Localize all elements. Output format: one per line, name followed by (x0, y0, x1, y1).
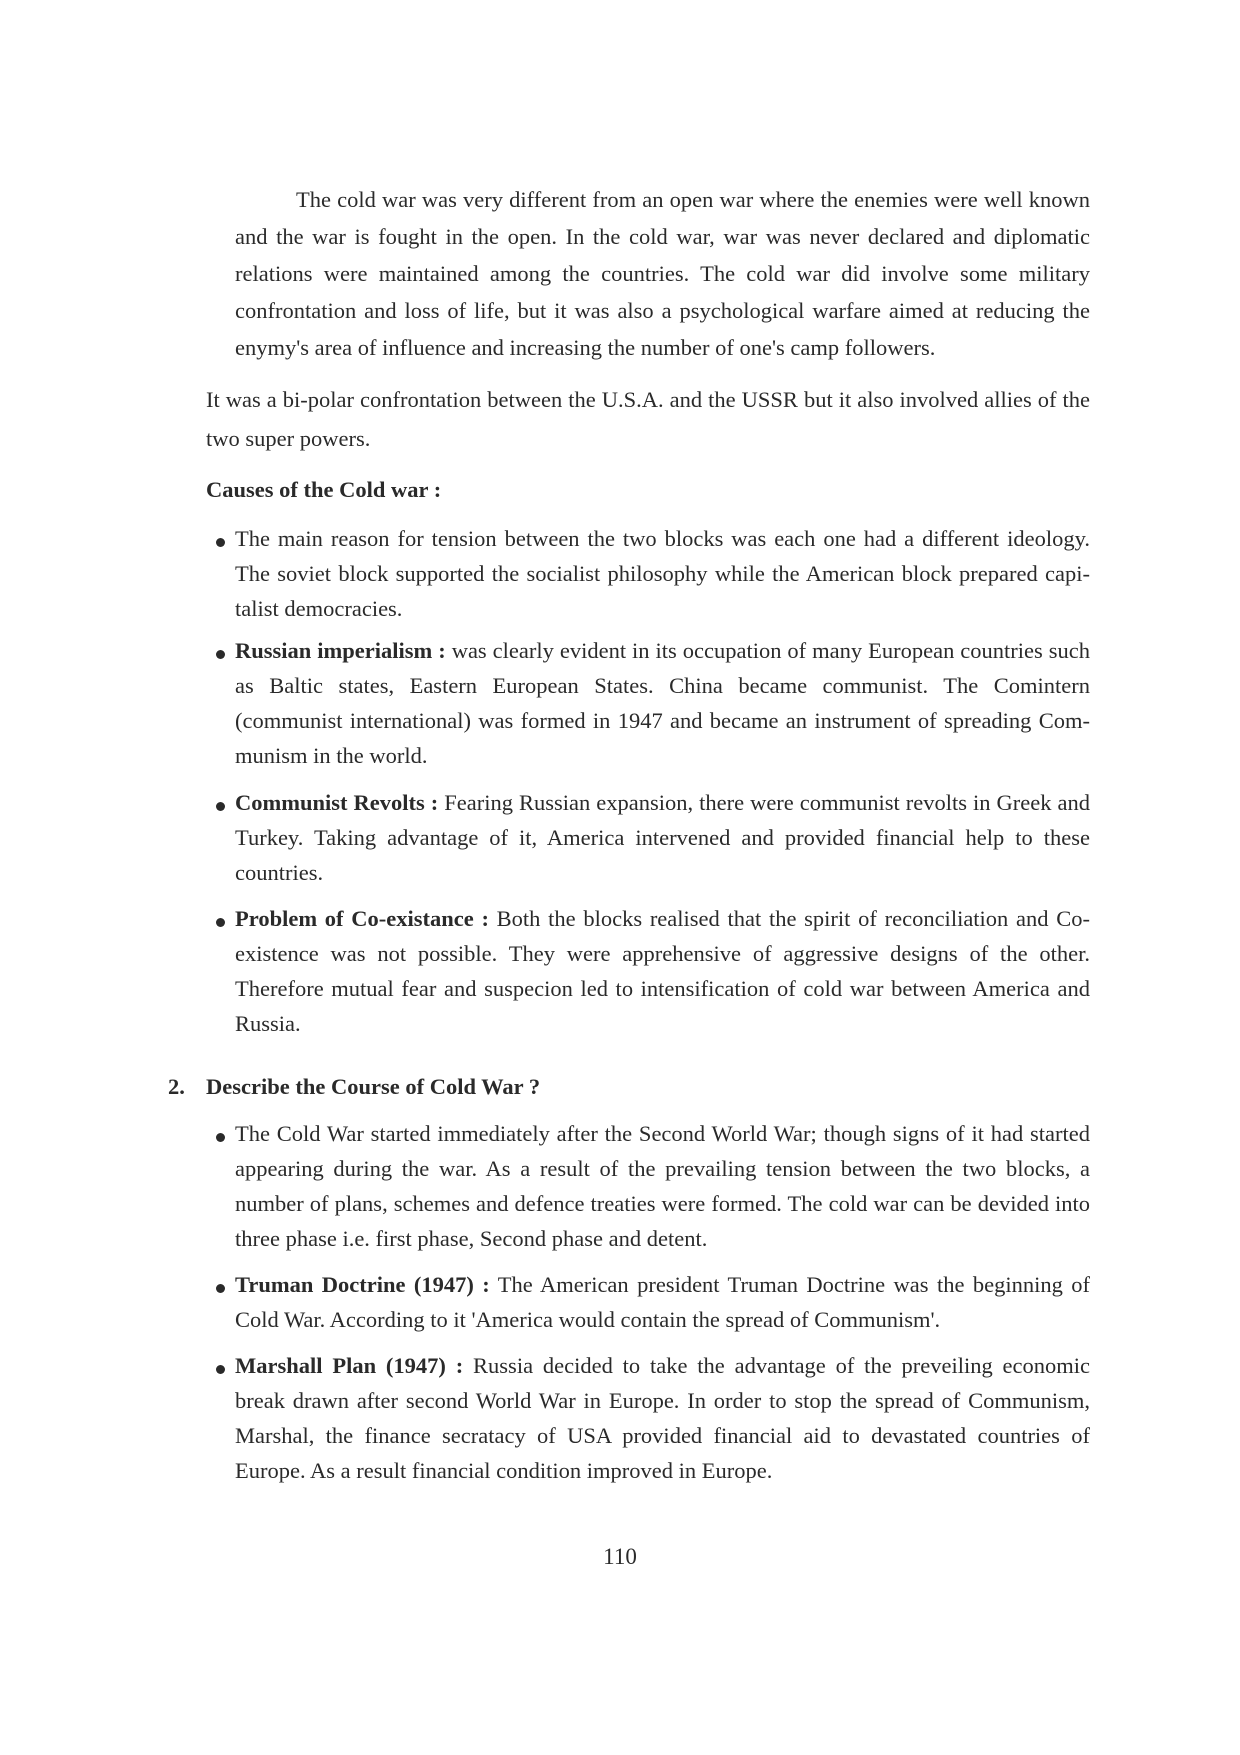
course-heading (168, 1071, 540, 1103)
bullet-icon (216, 538, 225, 547)
bullet-label: Russian imperialism : (235, 638, 446, 663)
bullet-text: The American president Truman Doctrine was the beginning of Cold War. According to it 'America would contain the spread of Communism'. (235, 1272, 1091, 1332)
bipolar-paragraph: It was a bi-polar confrontation between the U.S.A. and the USSR but it also involved allies of the two super powers. (206, 387, 1090, 451)
list-item (214, 1116, 1090, 1267)
bullet-icon (216, 1284, 225, 1293)
causes-heading: Causes of the Cold war : (206, 477, 442, 502)
list-item (214, 785, 1090, 901)
bullet-icon (216, 918, 225, 927)
bullet-label: Truman Doctrine (1947) : (235, 1272, 490, 1297)
bullet-text: The Cold War started immediately after the Second World War; though signs of it had started appearing during the war. As a result of the prevailing tension between the two blocks, a number of plans, schemes and defence treaties were formed. The cold war can be devided into three phase i.e. first phase, Second phase and detent. (235, 1121, 1090, 1251)
bullet-text: Both the blocks realised that the spirit of reconciliation and Co-existence was not possible. They were apprehensive of aggressive designs of the other. Therefore mutual fear and suspecion led to intensification of cold war between America and Russia. (235, 906, 1090, 1036)
intro-paragraph: The cold war was very different from an open war where the enemies were well known and the war is fought in the open. In the cold war, war was never declared and diplomatic relations were maintained among the countries. The cold war did involve some military confrontation and loss of life, but it was also a psychological warfare aimed at reducing the enymy's area of influence and increasing the number of one's camp followers. (235, 187, 1090, 360)
causes-list (214, 521, 1090, 1041)
bullet-icon (216, 650, 225, 659)
bullet-icon (216, 802, 225, 811)
list-item (214, 633, 1090, 785)
bullet-label: Problem of Co-existance : (235, 906, 489, 931)
bullet-text: Fearing Russian expansion, there were communist revolts in Greek and Turkey. Taking advantage of it, America intervened and provided financial help to these countries. (235, 790, 1090, 885)
bullet-icon (216, 1365, 225, 1374)
bullet-label: Marshall Plan (1947) : (235, 1353, 464, 1378)
page-number: 110 (603, 1544, 637, 1569)
list-item (214, 1348, 1090, 1488)
course-list (214, 1116, 1090, 1488)
question-number: 2. (168, 1074, 185, 1099)
list-item (214, 1267, 1090, 1348)
course-heading-text: Describe the Course of Cold War ? (206, 1074, 541, 1099)
list-item (214, 901, 1090, 1041)
list-item (214, 521, 1090, 633)
bullet-icon (216, 1133, 225, 1142)
bullet-text: was clearly evident in its occupation of many European countries such as Baltic states, Eastern European States. China became communist. The Comintern (communist international) was formed in 1947 and became an instrument of spreading Com-munism in the world. (235, 638, 1090, 768)
bullet-text: The main reason for tension between the two blocks was each one had a different ideology. The soviet block supported the socialist philosophy while the American block prepared capi-talist democracies. (235, 526, 1090, 621)
bullet-label: Communist Revolts : (235, 790, 439, 815)
bullet-text: Russia decided to take the advantage of the preveiling economic break drawn after second World War in Europe. In order to stop the spread of Communism, Marshal, the finance secratacy of USA provided financial aid to devastated countries of Europe. As a result financial condition improved in Europe. (235, 1353, 1091, 1483)
